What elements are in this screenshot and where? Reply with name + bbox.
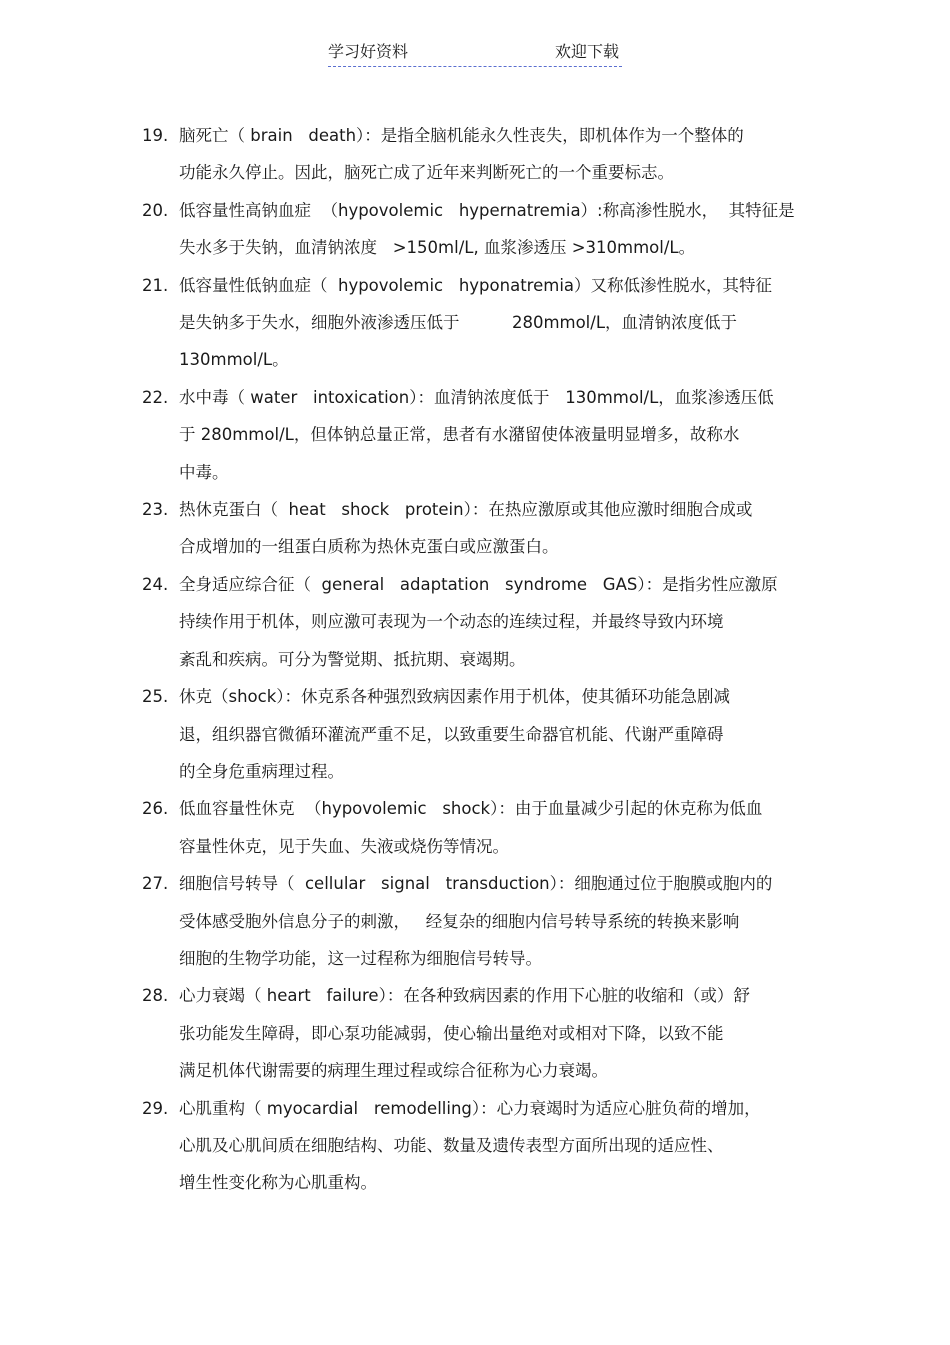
- glossary-entry: [142, 566, 810, 678]
- entry-number: 29.: [142, 1098, 169, 1118]
- glossary-entry: [142, 678, 810, 790]
- header-right-text: 欢迎下载: [554, 42, 619, 61]
- entry-text-line: 持续作用于机体，则应激可表现为一个动态的连续过程，并最终导致内环境: [179, 612, 724, 632]
- entry-text-line: 的全身危重病理过程。: [179, 761, 344, 781]
- entry-number: 27.: [142, 874, 169, 894]
- entry-text-line: 是失钠多于失水，细胞外液渗透压低于 280mmol/L，血清钠浓度低于: [179, 313, 738, 333]
- entry-text-line: 增生性变化称为心肌重构。: [179, 1173, 377, 1193]
- header-left-text: 学习好资料: [328, 42, 409, 61]
- entry-number: 19.: [142, 126, 169, 145]
- glossary-entry: [142, 117, 810, 192]
- glossary-entry: [142, 865, 810, 977]
- entry-text-line: 水中毒（ water intoxication）：血清钠浓度低于 130mmol/L，血浆渗透压低: [179, 387, 774, 407]
- glossary-entry: [142, 790, 810, 865]
- entry-text-line: 全身适应综合征（ general adaptation syndrome GAS）：是指劣性应激原: [179, 574, 778, 594]
- entry-text-line: 于 280mmol/L，但体钠总量正常，患者有水潴留使体液量明显增多，故称水: [179, 425, 740, 445]
- glossary-entry: [142, 379, 810, 491]
- entry-text-line: 受体感受胞外信息分子的刺激， 经复杂的细胞内信号转导系统的转换来影响: [179, 911, 740, 931]
- entry-text-line: 紊乱和疾病。可分为警觉期、抵抗期、衰竭期。: [179, 649, 526, 669]
- glossary-entry: [142, 1090, 810, 1202]
- entry-number: 21.: [142, 275, 169, 295]
- entry-text-line: 130mmol/L。: [179, 350, 289, 370]
- entry-number: 23.: [142, 500, 169, 520]
- glossary-list: [142, 117, 810, 1202]
- entry-text-line: 脑死亡（ brain death）：是指全脑机能永久性丧失，即机体作为一个整体的: [179, 126, 744, 145]
- entry-text-line: 细胞信号转导（ cellular signal transduction）：细胞通过位于胞膜或胞内的: [179, 874, 773, 894]
- entry-text-line: 细胞的生物学功能，这一过程称为细胞信号转导。: [179, 948, 542, 968]
- entry-text-line: 心力衰竭（ heart failure）：在各种致病因素的作用下心脏的收缩和（或）舒: [179, 986, 750, 1006]
- entry-text-line: 满足机体代谢需要的病理生理过程或综合征称为心力衰竭。: [179, 1061, 608, 1081]
- entry-number: 25.: [142, 687, 169, 707]
- entry-text-line: 心肌及心肌间质在细胞结构、功能、数量及遗传表型方面所出现的适应性、: [179, 1135, 724, 1155]
- entry-text-line: 热休克蛋白（ heat shock protein）：在热应激原或其他应激时细胞合成或: [179, 500, 753, 520]
- entry-text-line: 功能永久停止。因此，脑死亡成了近年来判断死亡的一个重要标志。: [179, 163, 674, 183]
- entry-text-line: 休克（shock）：休克系各种强烈致病因素作用于机体，使其循环功能急剧减: [179, 687, 731, 707]
- entry-text-line: 张功能发生障碍，即心泵功能减弱，使心输出量绝对或相对下降，以致不能: [179, 1023, 724, 1043]
- glossary-entry: [142, 267, 810, 379]
- entry-text-line: 低容量性高钠血症 （hypovolemic hypernatremia）:称高渗性脱水， 其特征是: [179, 200, 795, 220]
- entry-number: 28.: [142, 986, 169, 1006]
- glossary-entry: [142, 977, 810, 1089]
- entry-text-line: 失水多于失钠，血清钠浓度 >150ml/L, 血浆渗透压 >310mmol/L。: [179, 238, 696, 258]
- glossary-entry: [142, 192, 810, 267]
- entry-text-line: 低容量性低钠血症（ hypovolemic hyponatremia）又称低渗性脱水，其特征: [179, 275, 773, 295]
- page-header: [328, 40, 622, 67]
- entry-text-line: 退，组织器官微循环灌流严重不足，以致重要生命器官机能、代谢严重障碍: [179, 724, 724, 744]
- entry-text-line: 心肌重构（ myocardial remodelling）：心力衰竭时为适应心脏负荷的增加，: [179, 1098, 761, 1118]
- entry-text-line: 中毒。: [179, 462, 229, 482]
- entry-text-line: 容量性休克，见于失血、失液或烧伤等情况。: [179, 836, 509, 856]
- entry-text-line: 合成增加的一组蛋白质称为热休克蛋白或应激蛋白。: [179, 537, 559, 557]
- entry-number: 20.: [142, 200, 169, 220]
- entry-number: 24.: [142, 574, 169, 594]
- entry-number: 22.: [142, 387, 169, 407]
- entry-number: 26.: [142, 799, 169, 819]
- glossary-entry: [142, 491, 810, 566]
- entry-text-line: 低血容量性休克 （hypovolemic shock）：由于血量减少引起的休克称为低血: [179, 799, 763, 819]
